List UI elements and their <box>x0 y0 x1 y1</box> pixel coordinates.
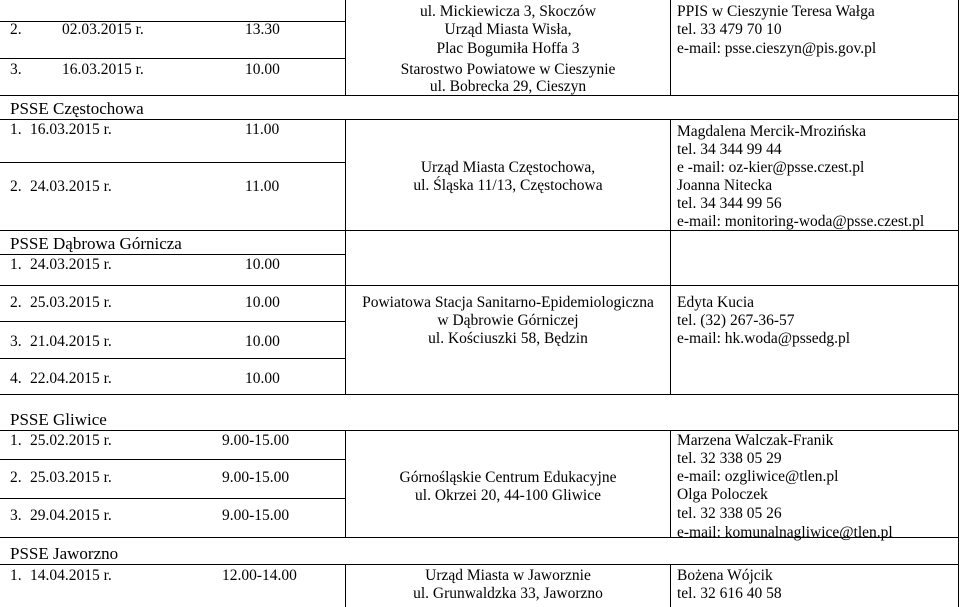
column-divider <box>345 119 346 285</box>
row-time: 9.00-15.00 <box>222 507 290 524</box>
row-divider <box>0 230 959 231</box>
column-divider <box>670 286 671 394</box>
row-divider <box>0 459 346 460</box>
row-divider <box>0 394 959 395</box>
row-time: 10.00 <box>245 256 280 273</box>
row-date: 24.03.2015 r. <box>30 178 112 195</box>
section-title: PSSE Jaworzno <box>10 544 119 563</box>
row-date: 24.03.2015 r. <box>30 256 112 273</box>
row-number: 2. <box>10 21 22 38</box>
row-time: 11.00 <box>245 121 280 138</box>
row-time: 13.30 <box>245 21 280 38</box>
row-date: 29.04.2015 r. <box>30 507 112 524</box>
contact-line: tel. 32 616 40 58 <box>677 585 782 602</box>
place-cell: Powiatowa Stacja Sanitarno-Epidemiologiczna <box>362 294 654 311</box>
contact-line: e-mail: monitoring-woda@psse.czest.pl <box>677 213 925 230</box>
place-cell: ul. Mickiewicza 3, Skoczów <box>419 3 597 20</box>
contact-line: e-mail: psse.cieszyn@pis.gov.pl <box>677 40 877 57</box>
row-divider <box>0 285 959 286</box>
row-date: 02.03.2015 r. <box>62 21 144 38</box>
row-divider <box>0 119 959 120</box>
row-date: 25.03.2015 r. <box>30 294 112 311</box>
column-divider <box>670 0 671 95</box>
contact-line: tel. 34 344 99 44 <box>677 141 782 158</box>
column-divider <box>670 564 671 607</box>
place-cell: Urząd Miasta Częstochowa, <box>420 159 596 176</box>
row-number: 3. <box>10 61 22 78</box>
row-number: 1. <box>10 567 22 584</box>
column-divider <box>670 119 671 285</box>
row-time: 10.00 <box>245 333 280 350</box>
row-number: 3. <box>10 507 22 524</box>
row-time: 10.00 <box>245 294 280 311</box>
place-cell: ul. Bobrecka 29, Cieszyn <box>429 78 587 95</box>
row-divider <box>0 162 346 163</box>
row-date: 25.03.2015 r. <box>30 469 112 486</box>
contact-line: tel. (32) 267-36-57 <box>677 312 795 329</box>
row-number: 2. <box>10 178 22 195</box>
contact-line: Magdalena Mercik-Mrozińska <box>677 123 866 140</box>
row-divider <box>0 95 959 96</box>
contact-line: Joanna Nitecka <box>677 177 773 194</box>
place-cell: Plac Bogumiła Hoffa 3 <box>436 40 580 57</box>
contact-line: tel. 32 338 05 26 <box>677 505 782 522</box>
contact-line: Bożena Wójcik <box>677 567 773 584</box>
place-cell: w Dąbrowie Górniczej <box>437 312 579 329</box>
row-date: 21.04.2015 r. <box>30 333 112 350</box>
row-divider <box>0 358 346 359</box>
contact-line: tel. 34 344 99 56 <box>677 195 782 212</box>
contact-line: e-mail: komunalnagliwice@tlen.pl <box>677 524 893 541</box>
row-number: 3. <box>10 333 22 350</box>
contact-line: e-mail: ozgliwice@tlen.pl <box>677 468 839 485</box>
table-right-edge <box>958 0 959 607</box>
row-date: 25.02.2015 r. <box>30 432 112 449</box>
section-title: PSSE Gliwice <box>10 410 107 429</box>
row-divider <box>0 498 346 499</box>
row-divider <box>0 58 346 59</box>
contact-line: tel. 32 338 05 29 <box>677 450 782 467</box>
row-number: 1. <box>10 121 22 138</box>
contact-line: Olga Poloczek <box>677 486 768 503</box>
row-divider <box>0 254 346 255</box>
row-number: 2. <box>10 469 22 486</box>
section-title: PSSE Częstochowa <box>10 99 144 118</box>
row-time: 12.00-14.00 <box>222 567 297 584</box>
column-divider <box>670 430 671 537</box>
place-cell: ul. Grunwaldzka 33, Jaworzno <box>413 585 603 602</box>
place-cell: Starostwo Powiatowe w Cieszynie <box>400 61 616 78</box>
row-time: 10.00 <box>245 61 280 78</box>
contact-line: Marzena Walczak-Franik <box>677 432 834 449</box>
row-time: 9.00-15.00 <box>222 432 290 449</box>
contact-line: e-mail: hk.woda@pssedg.pl <box>677 330 851 347</box>
row-time: 11.00 <box>245 178 280 195</box>
place-cell: ul. Śląska 11/13, Częstochowa <box>413 177 603 194</box>
row-time: 10.00 <box>245 370 280 387</box>
row-date: 16.03.2015 r. <box>62 61 144 78</box>
row-date: 22.04.2015 r. <box>30 370 112 387</box>
row-number: 4. <box>10 370 22 387</box>
row-divider <box>0 564 959 565</box>
row-divider <box>0 321 346 322</box>
row-divider <box>0 430 959 431</box>
row-date: 14.04.2015 r. <box>30 567 112 584</box>
contact-line: tel. 33 479 70 10 <box>677 21 782 38</box>
row-time: 9.00-15.00 <box>222 469 290 486</box>
place-cell: Urząd Miasta Wisła, <box>444 21 572 38</box>
contact-line: PPIS w Cieszynie Teresa Wałga <box>677 3 875 20</box>
row-number: 1. <box>10 256 22 273</box>
place-cell: Urząd Miasta w Jaworznie <box>425 567 591 584</box>
contact-line: Edyta Kucia <box>677 294 755 311</box>
section-title: PSSE Dąbrowa Górnicza <box>10 234 182 253</box>
row-divider <box>0 21 346 22</box>
place-cell: ul. Okrzei 20, 44-100 Gliwice <box>415 487 601 504</box>
place-cell: Górnośląskie Centrum Edukacyjne <box>399 469 617 486</box>
place-cell: ul. Kościuszki 58, Będzin <box>428 330 588 347</box>
contact-line: e -mail: oz-kier@psse.czest.pl <box>677 159 865 176</box>
row-number: 1. <box>10 432 22 449</box>
row-number: 2. <box>10 294 22 311</box>
row-date: 16.03.2015 r. <box>30 121 112 138</box>
